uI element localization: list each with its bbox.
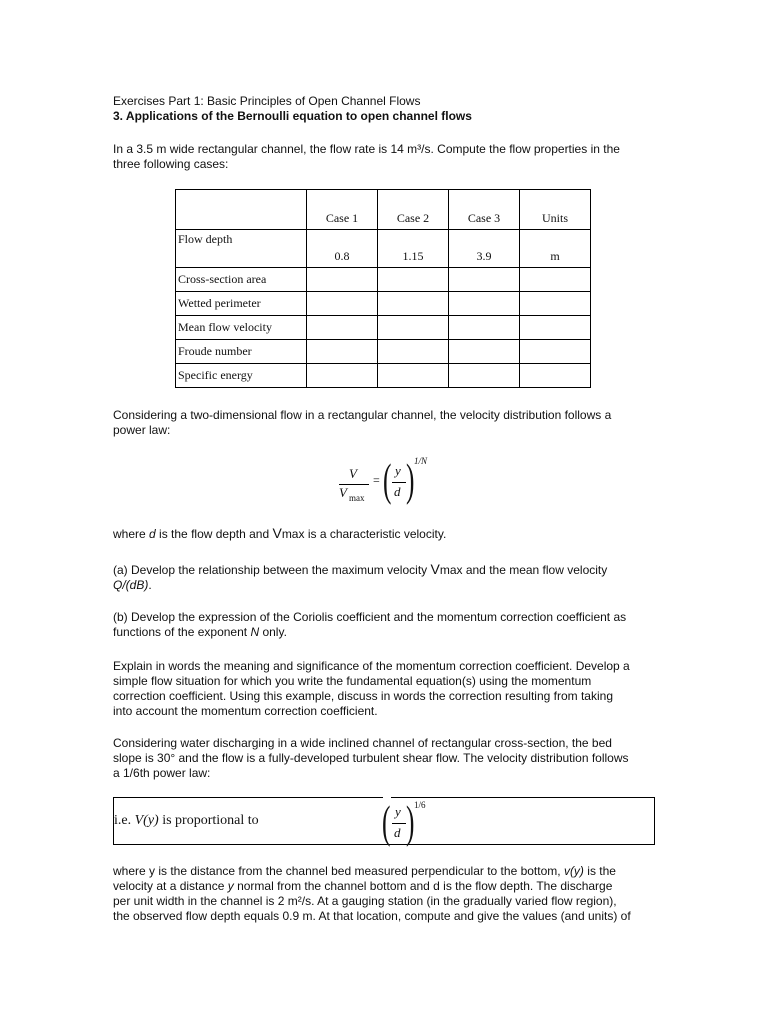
table-row <box>176 364 591 388</box>
table-cell <box>307 340 378 364</box>
fraction-line <box>392 482 406 483</box>
inclined-channel-paragraph <box>113 736 673 781</box>
symbol-q-db: Q/(dB) <box>113 578 149 592</box>
table-cell: 0.8 <box>307 230 378 268</box>
symbol-n: N <box>250 625 260 639</box>
symbol-v: V <box>430 561 440 577</box>
table-cell <box>449 364 520 388</box>
symbol-v: V <box>272 525 282 541</box>
table-cell <box>449 268 520 292</box>
table-cell: 3.9 <box>449 230 520 268</box>
table-row <box>176 292 591 316</box>
table-cell <box>520 316 591 340</box>
text-span: velocity at a distance <box>113 879 228 893</box>
table-cell <box>378 292 449 316</box>
part-a-line-1 <box>113 562 673 578</box>
where-y-line-3: per unit width in the channel is 2 m²/s. At a gauging station (in the gradually varied flow region), <box>113 894 617 908</box>
formula2-denominator: d <box>394 825 401 840</box>
explain-line-2: simple flow situation for which you write the fundamental equation(s) using the momentum <box>113 674 592 688</box>
row-label: Wetted perimeter <box>176 292 307 316</box>
text-span: is the <box>583 864 616 878</box>
text-span: is the flow depth and <box>155 527 273 541</box>
formula2-numerator: y <box>395 804 401 819</box>
table-cell <box>307 364 378 388</box>
text-span: is proportional to <box>158 813 259 828</box>
where-y-line-2 <box>113 879 673 894</box>
row-label: Specific energy <box>176 364 307 388</box>
velocity-power-law-formula <box>335 455 445 510</box>
symbol-y: y <box>227 879 234 893</box>
incline-line-3: a 1/6th power law: <box>113 766 211 780</box>
formula-exponent: 1/N <box>414 456 428 466</box>
text-span: normal from the channel bottom and d is the flow depth. The discharge <box>233 879 613 893</box>
part-b-line-2 <box>113 625 673 640</box>
fraction-line <box>392 823 406 824</box>
symbol-vy: V(y) <box>134 813 159 828</box>
part-b-paragraph <box>113 610 673 640</box>
table-row <box>176 268 591 292</box>
part-a-paragraph <box>113 562 673 593</box>
table-cell <box>307 268 378 292</box>
table-row <box>176 316 591 340</box>
table-header-cell <box>176 190 307 230</box>
table-cell <box>449 316 520 340</box>
table-cell: 1.15 <box>378 230 449 268</box>
text-span: i.e. <box>114 813 135 828</box>
text-span: (a) Develop the relationship between the maximum velocity <box>113 563 431 577</box>
table-cell <box>307 292 378 316</box>
text-span: max and the mean flow velocity <box>439 563 608 577</box>
power-law-line-2: power law: <box>113 423 171 437</box>
formula-denominator-v: V <box>339 485 347 500</box>
formula-numerator-v: V <box>349 466 357 481</box>
where-y-line-4: the observed flow depth equals 0.9 m. At that location, compute and give the values (and units) of <box>113 909 631 923</box>
text-span: . <box>148 578 152 592</box>
table-cell <box>449 340 520 364</box>
table-cell <box>449 292 520 316</box>
formula-rhs-denominator: d <box>394 484 401 499</box>
text-span: only. <box>259 625 287 639</box>
explain-line-4: into account the momentum correction coefficient. <box>113 704 378 718</box>
section-title: 3. Applications of the Bernoulli equation to open channel flows <box>113 109 472 123</box>
text-span: max is a characteristic velocity. <box>281 527 447 541</box>
where-d-line <box>113 526 446 542</box>
symbol-vy: v(y) <box>563 864 584 878</box>
text-span: where y is the distance from the channel bed measured perpendicular to the bottom, <box>113 864 564 878</box>
intro-line-2: three following cases: <box>113 157 229 171</box>
left-paren-icon: ( <box>382 796 391 847</box>
where-y-line-1 <box>113 864 673 879</box>
text-span: functions of the exponent <box>113 625 251 639</box>
table-cell <box>378 364 449 388</box>
table-header-cell: Case 3 <box>449 190 520 230</box>
table-row <box>176 340 591 364</box>
table-cell <box>520 340 591 364</box>
explain-line-1: Explain in words the meaning and significance of the momentum correction coefficient. Develop a <box>113 659 630 673</box>
intro-line-1: In a 3.5 m wide rectangular channel, the flow rate is 14 m³/s. Compute the flow properties in the <box>113 142 620 156</box>
table-cell <box>520 364 591 388</box>
table-header-cell: Case 2 <box>378 190 449 230</box>
power-law-line-1: Considering a two-dimensional flow in a rectangular channel, the velocity distribution follows a <box>113 408 612 422</box>
table-cell <box>378 316 449 340</box>
table-header-row <box>176 190 591 230</box>
table-cell <box>520 268 591 292</box>
where-y-paragraph <box>113 864 673 924</box>
row-label: Flow depth <box>176 230 307 268</box>
formula-rhs-numerator: y <box>395 463 401 478</box>
table-cell <box>378 340 449 364</box>
right-paren-icon: ) <box>406 454 415 505</box>
incline-line-1: Considering water discharging in a wide inclined channel of rectangular cross-section, the bed <box>113 736 612 750</box>
symbol-d: d <box>149 527 156 541</box>
table-cell <box>378 268 449 292</box>
formula2-exponent: 1/6 <box>414 800 426 810</box>
flow-properties-table <box>175 189 591 388</box>
text-span: where <box>113 527 150 541</box>
table-cell <box>520 292 591 316</box>
table-cell <box>307 316 378 340</box>
row-label: Cross-section area <box>176 268 307 292</box>
exercise-heading: Exercises Part 1: Basic Principles of Open Channel Flows <box>113 94 421 108</box>
row-label: Mean flow velocity <box>176 316 307 340</box>
table-header-cell: Units <box>520 190 591 230</box>
proportional-formula-box <box>113 797 655 845</box>
formula-equals: = <box>373 473 380 487</box>
incline-line-2: slope is 30° and the flow is a fully-developed turbulent shear flow. The velocity distribution follows <box>113 751 629 765</box>
table-header-cell: Case 1 <box>307 190 378 230</box>
table-row <box>176 230 591 268</box>
explain-line-3: correction coefficient. Using this example, discuss in words the correction resulting from taking <box>113 689 613 703</box>
part-b-line-1: (b) Develop the expression of the Coriolis coefficient and the momentum correction coefficient as <box>113 610 627 624</box>
explain-paragraph <box>113 659 673 719</box>
power-law-paragraph <box>113 408 673 438</box>
left-paren-icon: ( <box>383 454 392 505</box>
right-paren-icon: ) <box>406 796 415 847</box>
intro-paragraph <box>113 142 673 172</box>
formula-subscript-max: max <box>349 493 365 503</box>
row-label: Froude number <box>176 340 307 364</box>
part-a-line-2 <box>113 578 673 593</box>
proportional-text <box>114 813 259 829</box>
table-cell: m <box>520 230 591 268</box>
